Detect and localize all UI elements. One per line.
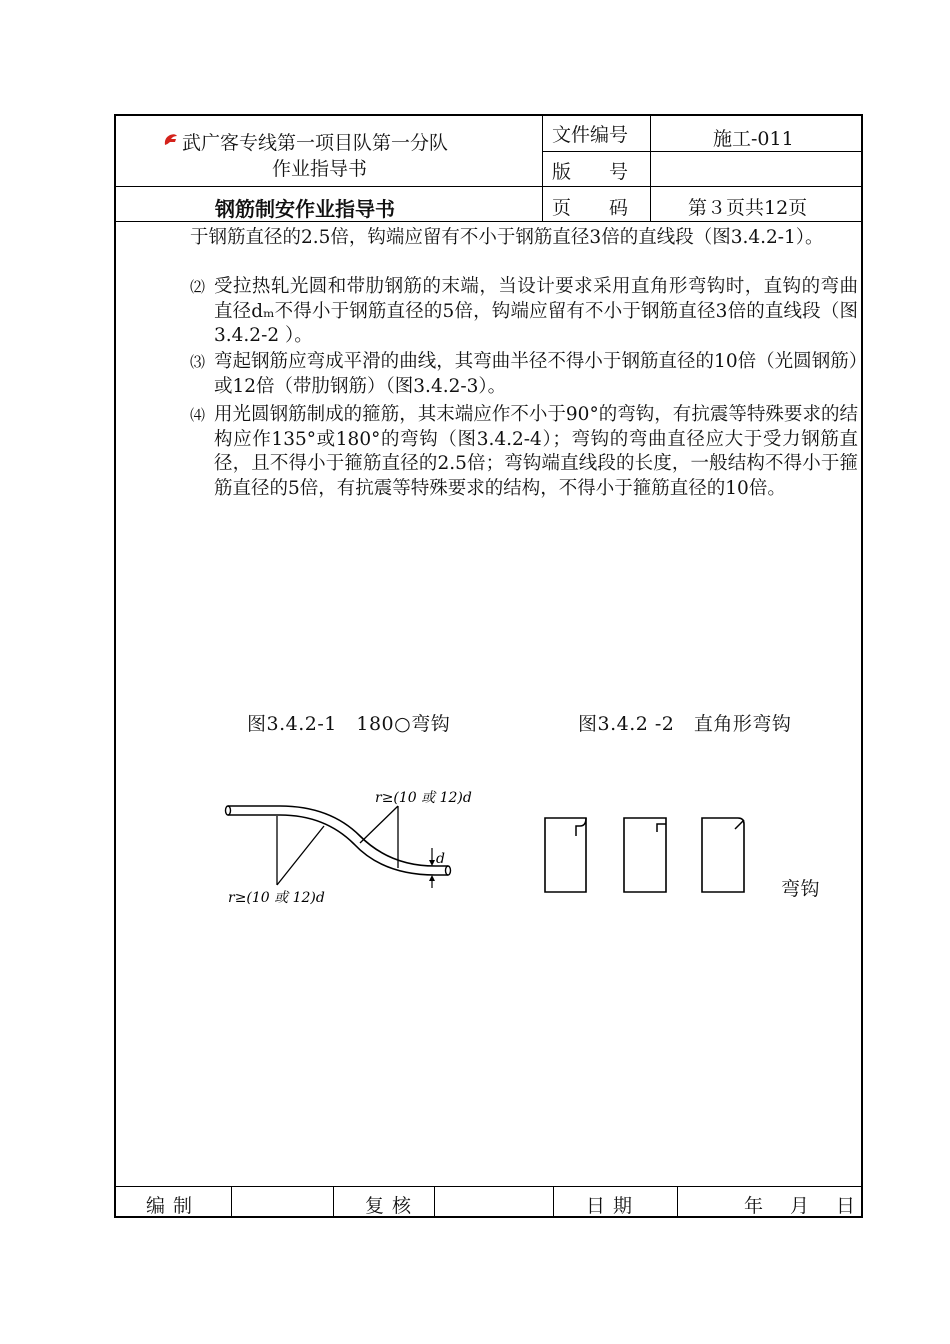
version-label: 版 号 [552,161,629,183]
list-item-text: 用光圆钢筋制成的箍筋，其末端应作不小于90°的弯钩，有抗震等特殊要求的结构应作135°或180°的弯钩（图3.4.2-4）；弯钩的弯曲直径应大于受力钢筋直径，且不得小于箍筋直径的2.5倍；弯钩端直线段的长度，一般结构不得小于箍筋直径的5倍，有抗震等特殊要求的结构，不得小于箍筋直径的10倍。 [214,404,858,499]
list-item-number: ⑵ [190,278,206,296]
frame-left [114,114,116,1217]
right-angle-hooks-diagram [540,810,755,900]
frame-top [114,114,863,116]
doc-type: 作业指导书 [272,158,368,180]
file-no-value: 施工-011 [713,128,794,150]
review-label: 复核 [365,1195,420,1217]
dim-arrowhead-bottom [429,875,435,881]
list-item-text: 弯起钢筋应弯成平滑的曲线，其弯曲半径不得小于钢筋直径的10倍（光圆钢筋）或12倍（带肋钢筋）（图3.4.2-3）。 [214,351,858,397]
footer-col-5 [677,1186,678,1217]
bar-end-right [446,866,451,875]
footer-row-line [114,1186,862,1187]
header-row-line-2 [114,186,862,187]
radius-line-bottom-d [277,826,324,885]
page-value: 第３页共12页 [688,197,808,219]
figure-fragment-text: 弯钩 [780,878,820,900]
hook-box-1 [545,818,586,892]
footer-col-2 [333,1186,334,1217]
bar-end-left [226,806,231,815]
frame-right [861,114,863,1217]
list-item [190,275,858,349]
list-item-text: 受拉热轧光圆和带肋钢筋的末端，当设计要求采用直角形弯钩时，直钩的弯曲直径dₘ不得小于钢筋直径的5倍，钩端应留有不小于钢筋直径3倍的直线段（图3.4.2-2 ）。 [214,276,858,346]
label-r-top: r≥(10 或 12)d [375,790,472,806]
org-name: 武广客专线第一项目队第一分队 [182,132,449,154]
label-r-bottom: r≥(10 或 12)d [228,890,325,906]
dim-arrowhead-top [429,860,435,866]
label-d: d [436,851,445,867]
list-item-number: ⑶ [190,353,206,371]
page-label: 页 码 [552,197,629,219]
footer-col-3 [434,1186,435,1217]
radius-line-top-d [360,806,398,843]
header-row-line-1 [542,151,862,152]
header-col-line-2 [650,114,651,221]
date-value: 年 月 日 [744,1195,860,1217]
hook-box-2 [624,818,666,892]
intro-paragraph [190,226,858,251]
figure-caption-1: 图3.4.2-1 180○弯钩 [247,713,451,735]
bent-bar-diagram [220,780,510,910]
bar-outline-bottom [228,815,448,875]
intro-text: 于钢筋直径的2.5倍，钩端应留有不小于钢筋直径3倍的直线段（图3.4.2-1）。 [190,227,824,248]
footer-col-4 [553,1186,554,1217]
hook-2-bend [657,824,666,832]
list-item [190,350,858,399]
list-item-number: ⑷ [190,406,206,424]
hook-1-bend [576,818,586,836]
list-item [190,403,858,501]
company-logo [162,130,180,148]
file-no-label: 文件编号 [552,124,629,146]
header-col-line-1 [542,114,543,221]
doc-title: 钢筋制安作业指导书 [215,197,395,221]
figure-caption-2: 图3.4.2 -2 直角形弯钩 [578,713,792,735]
hook-3-bend [735,820,744,829]
date-label: 日期 [586,1195,641,1217]
hook-box-3 [702,818,744,892]
footer-col-1 [231,1186,232,1217]
compile-label: 编制 [146,1195,201,1217]
